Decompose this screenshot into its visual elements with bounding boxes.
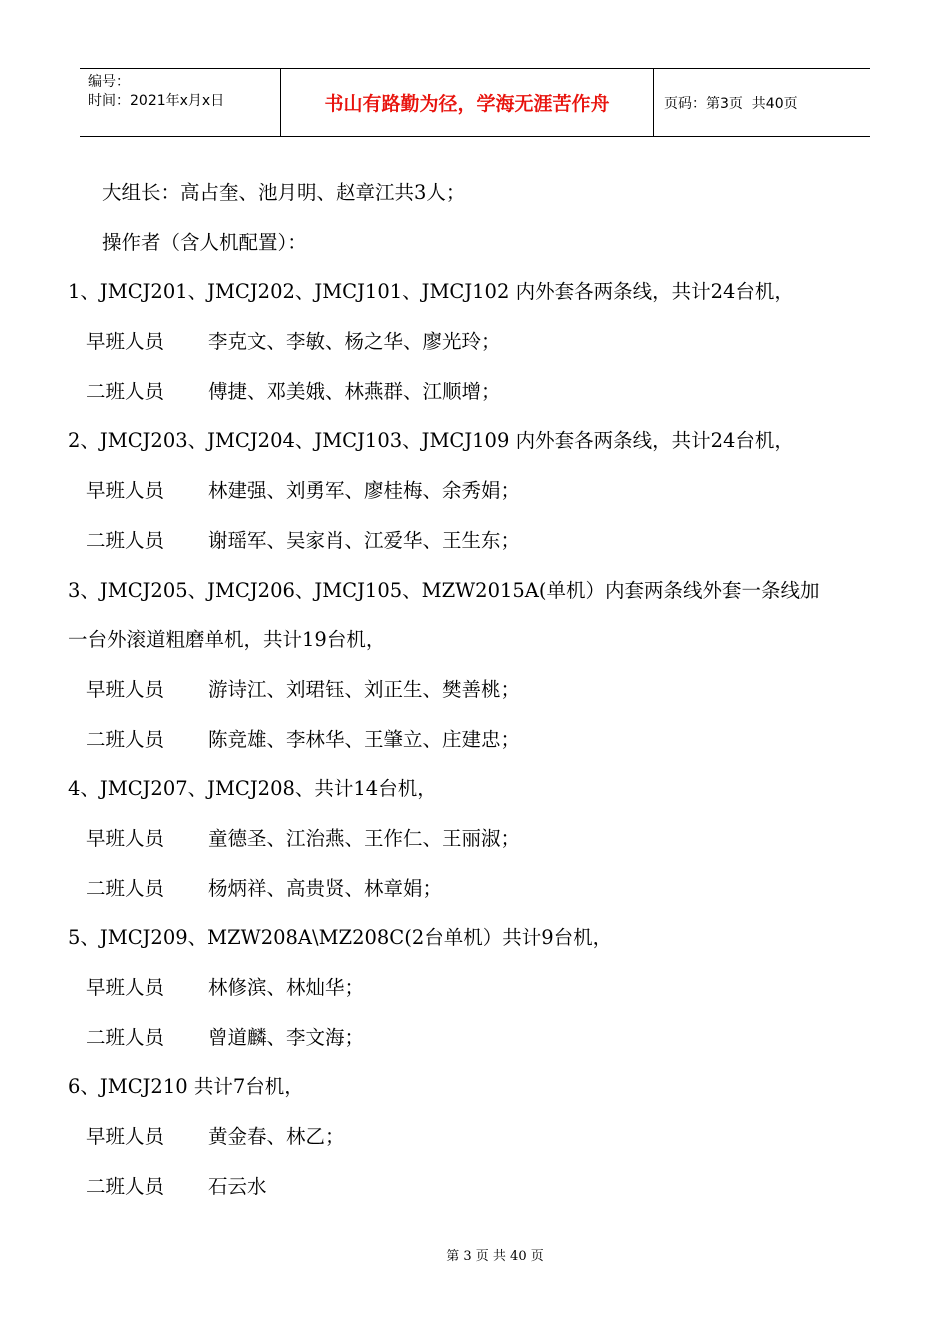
- second-shift-row: [68, 1162, 898, 1212]
- shift-members: 杨炳祥、高贵贤、林章娟；: [208, 876, 443, 900]
- shift-members: 曾道麟、李文海；: [208, 1025, 365, 1049]
- early-shift-row: [68, 1112, 898, 1162]
- header-page-info: 页码：第3页 共40页: [664, 95, 798, 112]
- group-title: 4、JMCJ207、JMCJ208、共计14台机，: [68, 777, 437, 801]
- shift-label: 二班人员: [86, 1174, 165, 1198]
- shift-label: 早班人员: [86, 677, 165, 701]
- second-shift-row: [68, 516, 898, 566]
- second-shift-row: [68, 1013, 898, 1063]
- header-motto: 书山有路勤为径，学海无涯苦作舟: [281, 69, 654, 136]
- leaders-line: 大组长：高占奎、池月明、赵章江共3人；: [102, 181, 466, 204]
- shift-members: 童德圣、江治燕、王作仁、王丽淑；: [208, 826, 521, 850]
- early-shift-row: [68, 963, 898, 1013]
- second-shift-row: [68, 864, 898, 914]
- group-title-continued: 一台外滚道粗磨单机，共计19台机，: [68, 628, 386, 652]
- shift-label: 二班人员: [86, 528, 165, 552]
- shift-members: 谢瑶军、吴家肖、江爱华、王生东；: [208, 528, 521, 552]
- operators-heading: 操作者（含人机配置）：: [102, 230, 307, 254]
- shift-members: 黄金春、林乙；: [208, 1125, 345, 1149]
- early-shift-row: [68, 466, 898, 516]
- date-label: 时间：2021年x月x日: [88, 93, 225, 109]
- shift-members: 石云水: [208, 1174, 267, 1198]
- early-shift-row: [68, 665, 898, 715]
- shift-label: 早班人员: [86, 1125, 165, 1149]
- shift-members: 陈竞雄、李林华、王肇立、庄建忠；: [208, 727, 521, 751]
- group-title: 5、JMCJ209、MZW208A\MZ208C(2台单机）共计9台机，: [68, 926, 613, 950]
- shift-members: 林修滨、林灿华；: [208, 976, 365, 999]
- group-title: 1、JMCJ201、JMCJ202、JMCJ101、JMCJ102 内外套各两条线，共计24台机，: [68, 280, 794, 304]
- shift-members: 傅捷、邓美娥、林燕群、江顺增；: [208, 379, 501, 403]
- early-shift-row: [68, 317, 898, 367]
- shift-label: 二班人员: [86, 876, 165, 900]
- second-shift-row: [68, 367, 898, 417]
- number-label: 编号：: [88, 74, 130, 90]
- shift-members: 游诗江、刘珺钰、刘正生、樊善桃；: [208, 677, 521, 701]
- header-meta: [80, 69, 281, 136]
- shift-label: 早班人员: [86, 826, 165, 850]
- shift-label: 二班人员: [86, 727, 165, 751]
- shift-label: 早班人员: [86, 479, 165, 503]
- shift-label: 早班人员: [86, 330, 165, 354]
- shift-label: 早班人员: [86, 976, 165, 999]
- shift-label: 二班人员: [86, 1025, 165, 1049]
- group-title: 6、JMCJ210 共计7台机，: [68, 1075, 304, 1099]
- document-body: [68, 168, 898, 1211]
- shift-members: 李克文、李敏、杨之华、廖光玲；: [208, 330, 501, 354]
- page-footer: 第 3 页 共 40 页: [446, 1249, 544, 1264]
- group-title: 2、JMCJ203、JMCJ204、JMCJ103、JMCJ109 内外套各两条线，共计24台机，: [68, 429, 794, 453]
- group-title: 3、JMCJ205、JMCJ206、JMCJ105、MZW2015A(单机）内套两条线外套一条线加: [68, 578, 820, 602]
- shift-members: 林建强、刘勇军、廖桂梅、余秀娟；: [208, 479, 521, 503]
- early-shift-row: [68, 814, 898, 864]
- second-shift-row: [68, 715, 898, 765]
- shift-label: 二班人员: [86, 379, 165, 403]
- page-header: [80, 68, 870, 137]
